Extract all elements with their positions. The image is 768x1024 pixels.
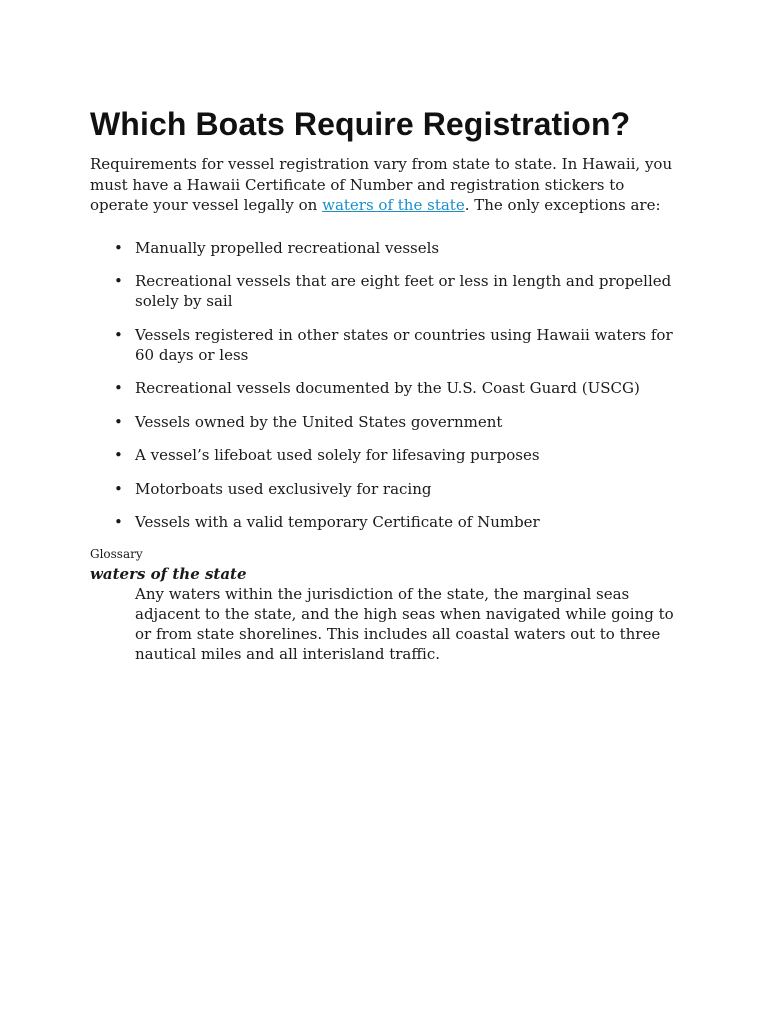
- intro-text-after-link: . The only exceptions are:: [464, 196, 661, 214]
- list-item: [90, 271, 675, 311]
- list-item: [90, 512, 675, 532]
- bullet-icon: •: [114, 513, 123, 531]
- bullet-icon: •: [114, 479, 123, 498]
- list-item-text: Recreational vessels that are eight feet or less in length and propelled solely by sail: [135, 272, 672, 310]
- bullet-icon: •: [114, 238, 123, 257]
- list-item-text: Recreational vessels documented by the U.S. Coast Guard (USCG): [135, 379, 640, 397]
- list-item-text: Vessels registered in other states or countries using Hawaii waters for 60 days or less: [135, 325, 673, 364]
- list-item: [90, 445, 675, 465]
- bullet-icon: •: [114, 412, 123, 431]
- glossary-definition: Any waters within the jurisdiction of the state, the marginal seas adjacent to the state, and the high seas when navigated while going to or from state shorelines. This includes all coastal waters out to three nautical miles and all interisland traffic.: [135, 584, 674, 663]
- bullet-icon: •: [114, 379, 123, 397]
- list-item: [90, 412, 675, 432]
- intro-text-before-link: Requirements for vessel registration vary from state to state. In Hawaii, you must have a Hawaii Certificate of Number and registration stickers to operate your vessel legally on: [90, 155, 673, 214]
- bullet-icon: •: [114, 272, 123, 290]
- list-item-text: A vessel’s lifeboat used solely for lifesaving purposes: [135, 446, 540, 464]
- intro-paragraph: [90, 154, 680, 216]
- list-item-text: Vessels owned by the United States government: [135, 412, 503, 431]
- bullet-icon: •: [114, 446, 123, 464]
- list-item: [90, 479, 675, 499]
- exceptions-list: [90, 238, 690, 533]
- document-page: [90, 104, 690, 664]
- list-item-text: Vessels with a valid temporary Certificate of Number: [135, 513, 540, 531]
- waters-of-the-state-link[interactable]: waters of the state: [322, 196, 465, 214]
- glossary-term: waters of the state: [90, 564, 247, 583]
- glossary-label: Glossary: [90, 546, 143, 561]
- list-item: [90, 325, 675, 365]
- list-item-text: Motorboats used exclusively for racing: [135, 479, 432, 498]
- page-title: Which Boats Require Registration?: [90, 106, 631, 142]
- list-item: [90, 238, 675, 258]
- list-item: [90, 378, 675, 398]
- list-item-text: Manually propelled recreational vessels: [135, 238, 440, 257]
- bullet-icon: •: [114, 325, 123, 344]
